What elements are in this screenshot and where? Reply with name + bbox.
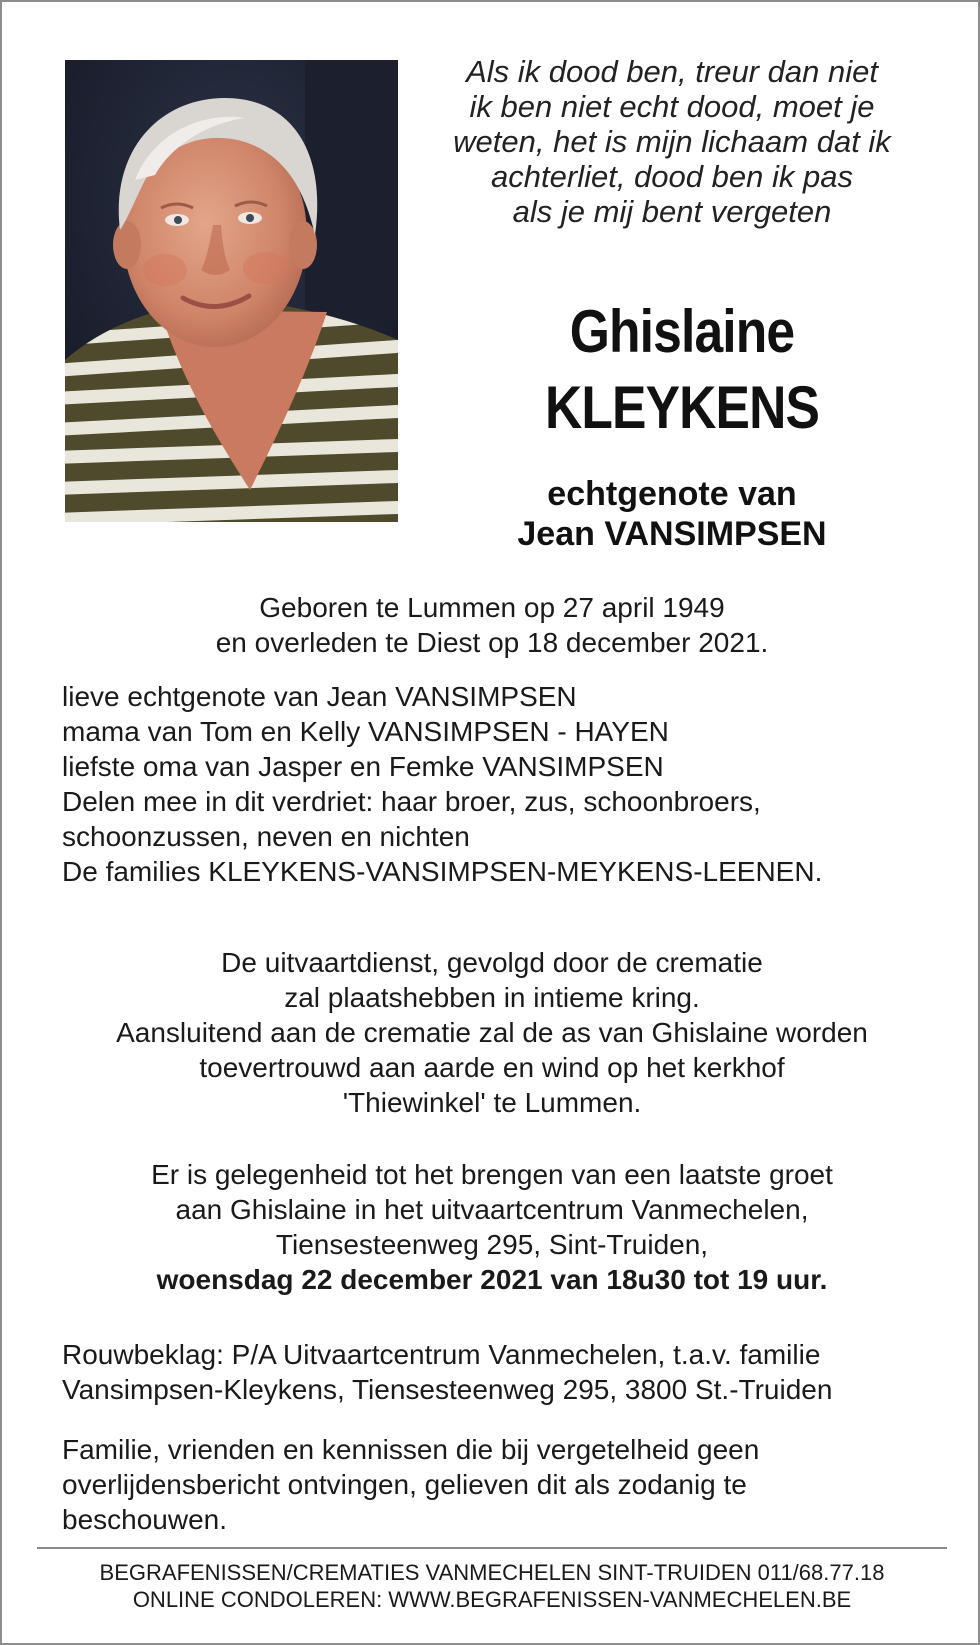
poem-line: achterliet, dood ben ik pas <box>491 159 853 194</box>
funeral-home-line: BEGRAFENISSEN/CREMATIES VANMECHELEN SINT-TRUIDEN 011/68.77.18 <box>99 1560 885 1585</box>
deceased-name <box>501 294 862 446</box>
service-line: toevertrouwd aan aarde en wind op het kerkhof <box>199 1052 785 1083</box>
visitation-line: Er is gelegenheid tot het brengen van een laatste groet <box>151 1159 833 1190</box>
family-line: mama van Tom en Kelly VANSIMPSEN - HAYEN <box>62 716 669 747</box>
portrait-photo <box>65 60 398 522</box>
birth-line: Geboren te Lummen op 27 april 1949 <box>259 592 725 623</box>
notice <box>62 1432 962 1537</box>
visitation-datetime: woensdag 22 december 2021 van 18u30 tot 19 uur. <box>156 1264 828 1295</box>
service-line: zal plaatshebben in intieme kring. <box>284 982 700 1013</box>
family-line: Delen mee in dit verdriet: haar broer, zus, schoonbroers, <box>62 786 761 817</box>
poem-line: Als ik dood ben, treur dan niet <box>466 54 878 89</box>
notice-line: Familie, vrienden en kennissen die bij vergetelheid geen <box>62 1434 760 1465</box>
poem <box>432 54 912 229</box>
birth-death-info <box>42 590 942 660</box>
family-list <box>62 679 962 889</box>
footer <box>37 1559 947 1613</box>
spouse-info <box>472 474 872 554</box>
family-line: lieve echtgenote van Jean VANSIMPSEN <box>62 681 577 712</box>
address-line: Rouwbeklag: P/A Uitvaartcentrum Vanmechelen, t.a.v. familie <box>62 1339 821 1370</box>
family-line: liefste oma van Jasper en Femke VANSIMPSEN <box>62 751 664 782</box>
service-info <box>42 945 942 1120</box>
last-name: KLEYKENS <box>544 374 820 441</box>
notice-line: overlijdensbericht ontvingen, gelieven dit als zodanig te <box>62 1469 747 1500</box>
service-line: 'Thiewinkel' te Lummen. <box>342 1087 642 1118</box>
footer-divider <box>37 1547 947 1549</box>
poem-line: weten, het is mijn lichaam dat ik <box>453 124 891 159</box>
visitation-info <box>42 1157 942 1297</box>
family-line: De families KLEYKENS-VANSIMPSEN-MEYKENS-LEENEN. <box>62 856 823 887</box>
visitation-line: aan Ghislaine in het uitvaartcentrum Vanmechelen, <box>175 1194 809 1225</box>
first-name: Ghislaine <box>569 298 795 365</box>
service-line: De uitvaartdienst, gevolgd door de crematie <box>221 947 763 978</box>
poem-line: ik ben niet echt dood, moet je <box>469 89 875 124</box>
visitation-line: Tiensesteenweg 295, Sint-Truiden, <box>275 1229 709 1260</box>
spouse-name: Jean VANSIMPSEN <box>517 515 827 553</box>
address-line: Vansimpsen-Kleykens, Tiensesteenweg 295, 3800 St.-Truiden <box>62 1374 833 1405</box>
condolence-address <box>62 1337 962 1407</box>
service-line: Aansluitend aan de crematie zal de as van Ghislaine worden <box>116 1017 868 1048</box>
relation-label: echtgenote van <box>547 475 797 513</box>
online-condolence-line: ONLINE CONDOLEREN: WWW.BEGRAFENISSEN-VANMECHELEN.BE <box>132 1587 852 1612</box>
poem-line: als je mij bent vergeten <box>512 194 832 229</box>
family-line: schoonzussen, neven en nichten <box>62 821 470 852</box>
notice-line: beschouwen. <box>62 1504 228 1535</box>
death-line: en overleden te Diest op 18 december 2021. <box>215 627 769 658</box>
